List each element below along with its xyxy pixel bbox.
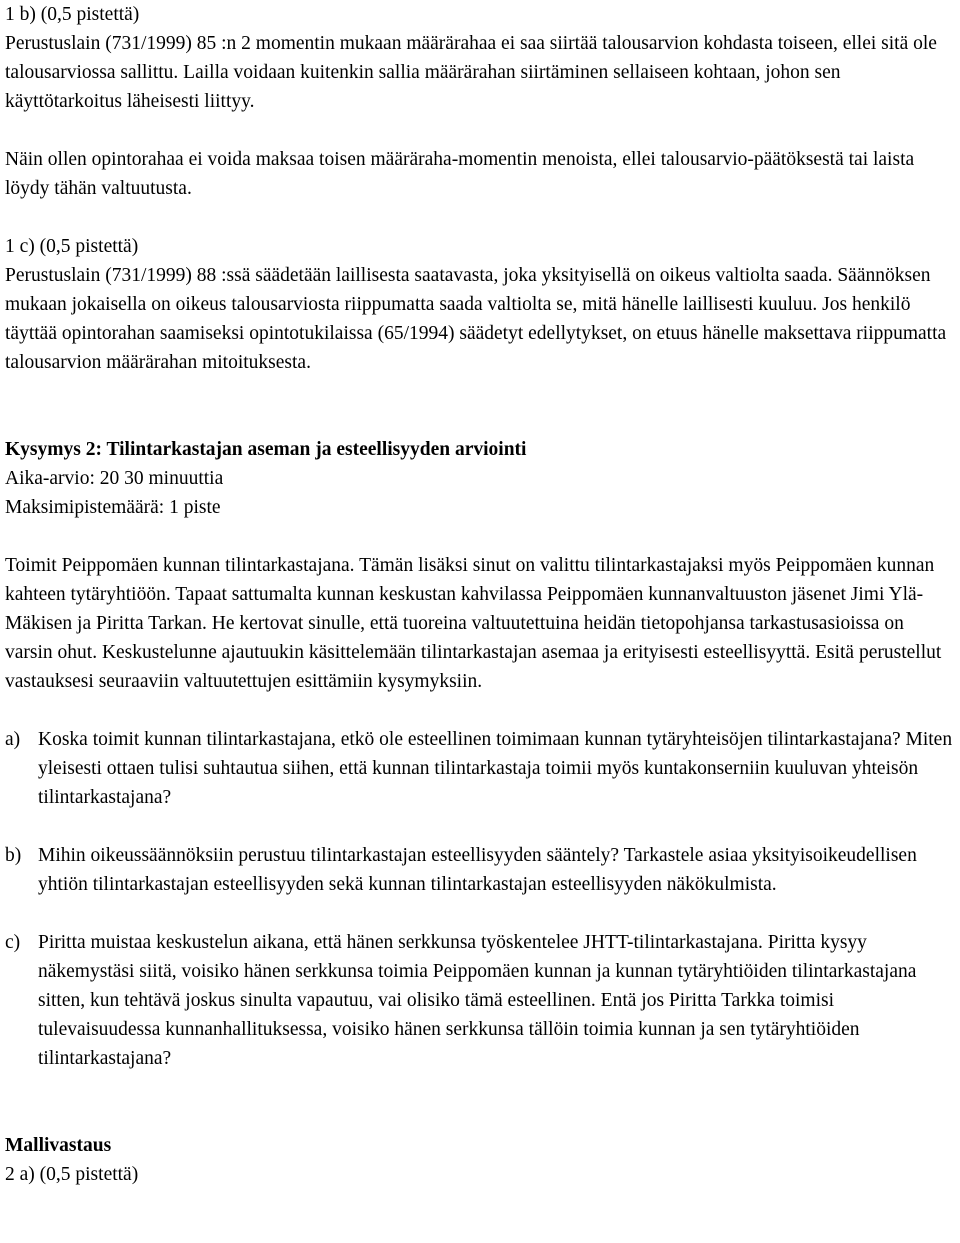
model-answer-subheading: 2 a) (0,5 pistettä) <box>5 1164 139 1185</box>
spacer <box>5 812 955 841</box>
spacer <box>5 1073 955 1131</box>
list-marker: b) <box>5 845 22 866</box>
question-2-time-estimate: Aika-arvio: 20 30 minuuttia <box>5 468 224 489</box>
question-2-title: Kysymys 2: Tilintarkastajan aseman ja esteellisyyden arviointi <box>5 439 527 460</box>
list-item-b <box>5 841 955 899</box>
section-1c-heading: 1 c) (0,5 pistettä) <box>5 236 139 257</box>
document-page <box>5 0 955 1189</box>
list-item-text: Piritta muistaa keskustelun aikana, että hänen serkkunsa työskentelee JHTT-tilintarkastajana. Piritta kysyy näkemystäsi siitä, voisiko hänen serkkunsa toimia Peippomäen kunnan ja kunnan tytäryhtiöiden tilintarkastajana sitten, kun tehtävä joskus sinulta vapautuu, vai olisiko tämä esteellinen. Entä jos Piritta Tarkka toimisi tulevaisuudessa kunnanhallituksessa, voisiko hänen serkkunsa tällöin toimia kunnan ja sen tytäryhtiöiden tilintarkastajana? <box>38 932 917 1069</box>
list-item-c <box>5 928 955 1073</box>
list-item-text: Mihin oikeussäännöksiin perustuu tilintarkastajan esteellisyyden sääntely? Tarkastele asiaa yksityisoikeudellisen yhtiön tilintarkastajan esteellisyyden sekä kunnan tilintarkastajan esteellisyyden näkökulmista. <box>38 845 917 895</box>
question-2-intro: Toimit Peippomäen kunnan tilintarkastajana. Tämän lisäksi sinut on valittu tilintarkastajaksi myös Peippomäen kunnan kahteen tytäryhtiöön. Tapaat sattumalta kunnan keskustan kahvilassa Peippomäen kunnanvaltuuston jäsenet Jimi Ylä-Mäkisen ja Piritta Tarkan. He kertovat sinulle, että tuoreina valtuutettuina heidän tietopohjansa tarkastusasioissa on varsin ohut. Keskustelunne ajautuukin käsittelemään tilintarkastajan asemaa ja erityisesti esteellisyyttä. Esitä perustellut vastauksesi seuraaviin valtuutettujen esittämiin kysymyksiin. <box>5 555 942 692</box>
list-marker: c) <box>5 932 21 953</box>
spacer <box>5 522 955 551</box>
list-item-a <box>5 725 955 812</box>
spacer <box>5 696 955 725</box>
list-marker: a) <box>5 729 21 750</box>
question-2-max-points: Maksimipistemäärä: 1 piste <box>5 497 221 518</box>
model-answer-heading: Mallivastaus <box>5 1135 112 1156</box>
section-1b-heading: 1 b) (0,5 pistettä) <box>5 4 140 25</box>
spacer <box>5 116 955 145</box>
section-1c-paragraph-1: Perustuslain (731/1999) 88 :ssä säädetään laillisesta saatavasta, joka yksityisellä on oikeus valtiolta saada. Säännöksen mukaan jokaisella on oikeus talousarviosta riippumatta saada valtiolta se, mitä hänelle laillisesti kuuluu. Jos henkilö täyttää opintorahan saamiseksi opintotukilaissa (65/1994) säädetyt edellytykset, on etuus hänelle maksettava riippumatta talousarvion määrärahan mitoituksesta. <box>5 265 947 373</box>
spacer <box>5 899 955 928</box>
spacer <box>5 203 955 232</box>
section-1b-paragraph-2: Näin ollen opintorahaa ei voida maksaa toisen määräraha-momentin menoista, ellei talousarvio-päätöksestä tai laista löydy tähän valtuutusta. <box>5 149 915 199</box>
list-item-text: Koska toimit kunnan tilintarkastajana, etkö ole esteellinen toimimaan kunnan tytäryhteisöjen tilintarkastajana? Miten yleisesti ottaen tulisi suhtautua siihen, että kunnan tilintarkastaja toimii myös kuntakonserniin kuuluvan yhteisön tilintarkastajana? <box>38 729 953 808</box>
section-1b-paragraph-1: Perustuslain (731/1999) 85 :n 2 momentin mukaan määrärahaa ei saa siirtää talousarvion kohdasta toiseen, ellei sitä ole talousarviossa sallittu. Lailla voidaan kuitenkin sallia määrärahan siirtäminen sellaiseen kohtaan, johon sen käyttötarkoitus läheisesti liittyy. <box>5 33 937 112</box>
spacer <box>5 377 955 435</box>
